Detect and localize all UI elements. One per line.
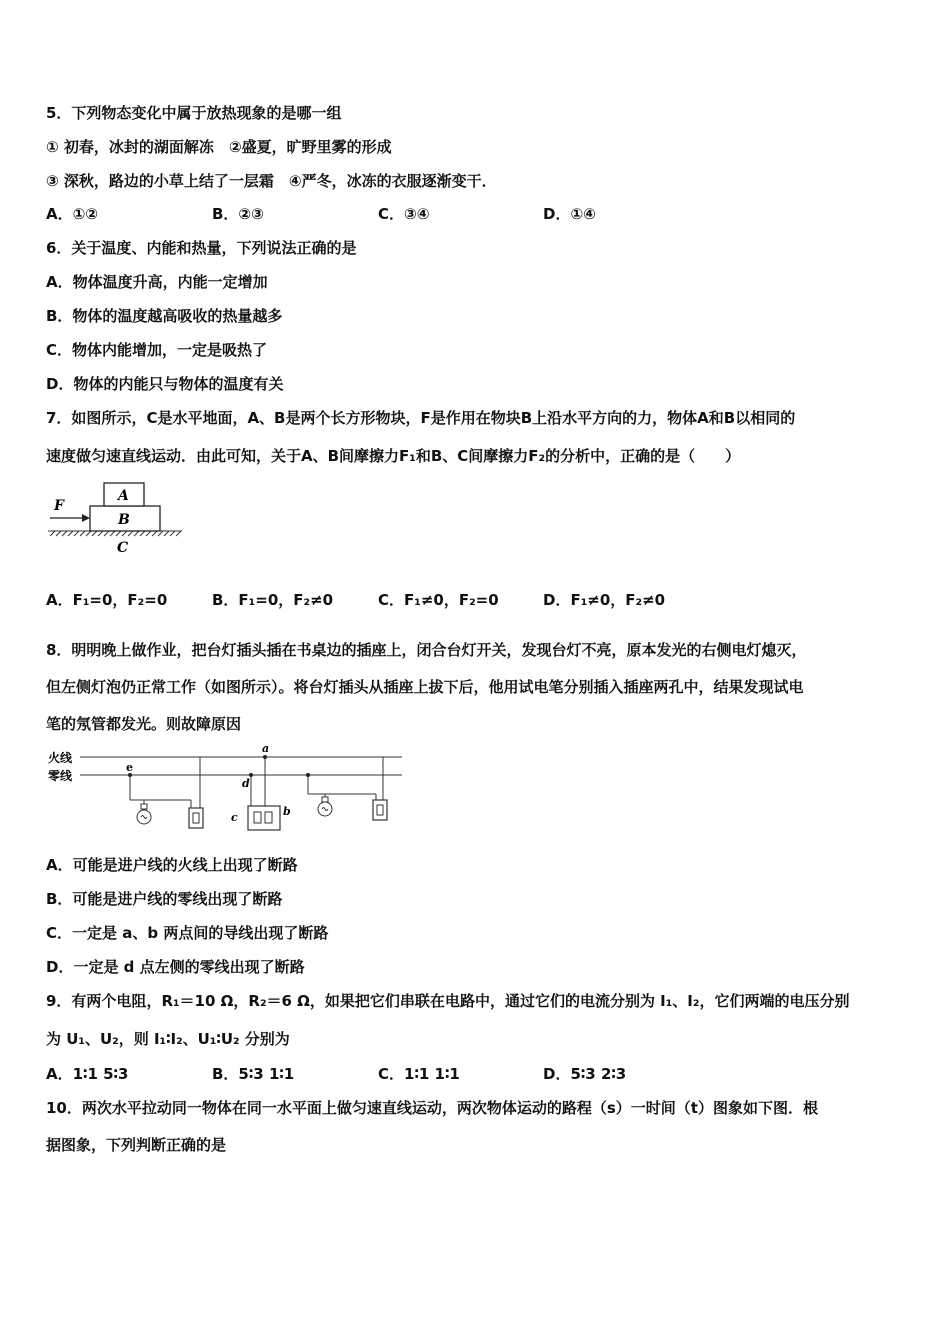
q6-option-a: A．物体温度升高，内能一定增加	[46, 273, 268, 291]
q9-stem-line1: 9．有两个电阻，R₁＝10 Ω，R₂＝6 Ω，如果把它们串联在电路中，通过它们的电流分别为 I₁、I₂，它们两端的电压分别	[46, 992, 850, 1010]
q9-option-b: B．5∶3 1∶1	[212, 1065, 295, 1083]
socket-branch	[248, 757, 280, 830]
q8-stem-line3: 笔的氖管都发光。则故障原因	[46, 715, 242, 733]
label-a: A	[118, 488, 129, 504]
q5-option-a: A．①②	[46, 205, 99, 223]
label-c: C	[117, 540, 129, 556]
q10-stem-line1: 10．两次水平拉动同一物体在同一水平面上做匀速直线运动，两次物体运动的路程（s）一时间（t）图象如下图．根	[46, 1099, 818, 1117]
q10-stem-line2: 据图象，下列判断正确的是	[46, 1136, 227, 1154]
q5-option-b: B．②③	[212, 205, 264, 223]
ground-hatching	[48, 531, 182, 536]
q8-option-c: C．一定是 a、b 两点间的导线出现了断路	[46, 924, 329, 942]
node-a	[263, 755, 267, 759]
q6-option-d: D．物体的内能只与物体的温度有关	[46, 375, 284, 393]
q7-option-a: A．F₁=0，F₂=0	[46, 591, 168, 609]
arrow-head-icon	[82, 514, 90, 522]
q7-block-figure	[46, 476, 186, 558]
q8-circuit-figure	[46, 742, 406, 837]
label-a: a	[262, 742, 270, 755]
q6-stem: 6．关于温度、内能和热量，下列说法正确的是	[46, 239, 357, 257]
q9-option-a: A．1∶1 5∶3	[46, 1065, 129, 1083]
q8-stem-line2: 但左侧灯泡仍正常工作（如图所示）。将台灯插头从插座上拔下后，他用试电笔分别插入插座两孔中，结果发现试电	[46, 678, 804, 696]
left-bulb-icon	[137, 804, 151, 824]
q5-option-d: D．①④	[543, 205, 596, 223]
label-f: F	[54, 498, 64, 514]
q5-line1: ① 初春，冰封的湖面解冻 ②盛夏，旷野里雾的形成	[46, 138, 392, 156]
q7-option-d: D．F₁≠0，F₂≠0	[543, 591, 666, 609]
label-e: e	[126, 761, 133, 774]
q6-option-c: C．物体内能增加，一定是吸热了	[46, 341, 268, 359]
q8-option-a: A．可能是进户线的火线上出现了断路	[46, 856, 298, 874]
right-bulb-icon	[318, 797, 332, 816]
q8-option-b: B．可能是进户线的零线出现了断路	[46, 890, 283, 908]
q9-stem-line2: 为 U₁、U₂，则 I₁∶I₂、U₁∶U₂ 分别为	[46, 1030, 290, 1048]
q9-option-c: C．1∶1 1∶1	[378, 1065, 460, 1083]
q8-option-d: D．一定是 d 点左侧的零线出现了断路	[46, 958, 305, 976]
q7-stem-line2: 速度做匀速直线运动．由此可知，关于A、B间摩擦力F₁和B、C间摩擦力F₂的分析中，正确的是（ ）	[46, 447, 741, 465]
label-b: b	[283, 805, 291, 818]
label-b: B	[118, 512, 130, 528]
q7-option-b: B．F₁=0，F₂≠0	[212, 591, 334, 609]
label-d: d	[242, 777, 250, 790]
q7-option-c: C．F₁≠0，F₂=0	[378, 591, 499, 609]
q9-option-d: D．5∶3 2∶3	[543, 1065, 627, 1083]
q5-option-c: C．③④	[378, 205, 430, 223]
q5-stem: 5．下列物态变化中属于放热现象的是哪一组	[46, 104, 342, 122]
q5-line2: ③ 深秋，路边的小草上结了一层霜 ④严冬，冰冻的衣服逐渐变干．	[46, 172, 497, 190]
neutral-wire-label: 零线	[48, 769, 73, 783]
node-right	[306, 773, 310, 777]
live-wire-label: 火线	[48, 751, 73, 765]
q8-stem-line1: 8．明明晚上做作业，把台灯插头插在书桌边的插座上，闭合台灯开关，发现台灯不亮，原本发光的右侧电灯熄灭，	[46, 641, 807, 659]
q6-option-b: B．物体的温度越高吸收的热量越多	[46, 307, 283, 325]
label-c: c	[231, 811, 238, 824]
q7-stem-line1: 7．如图所示，C是水平地面，A、B是两个长方形物块，F是作用在物块B上沿水平方向的力，物体A和B以相同的	[46, 409, 796, 427]
